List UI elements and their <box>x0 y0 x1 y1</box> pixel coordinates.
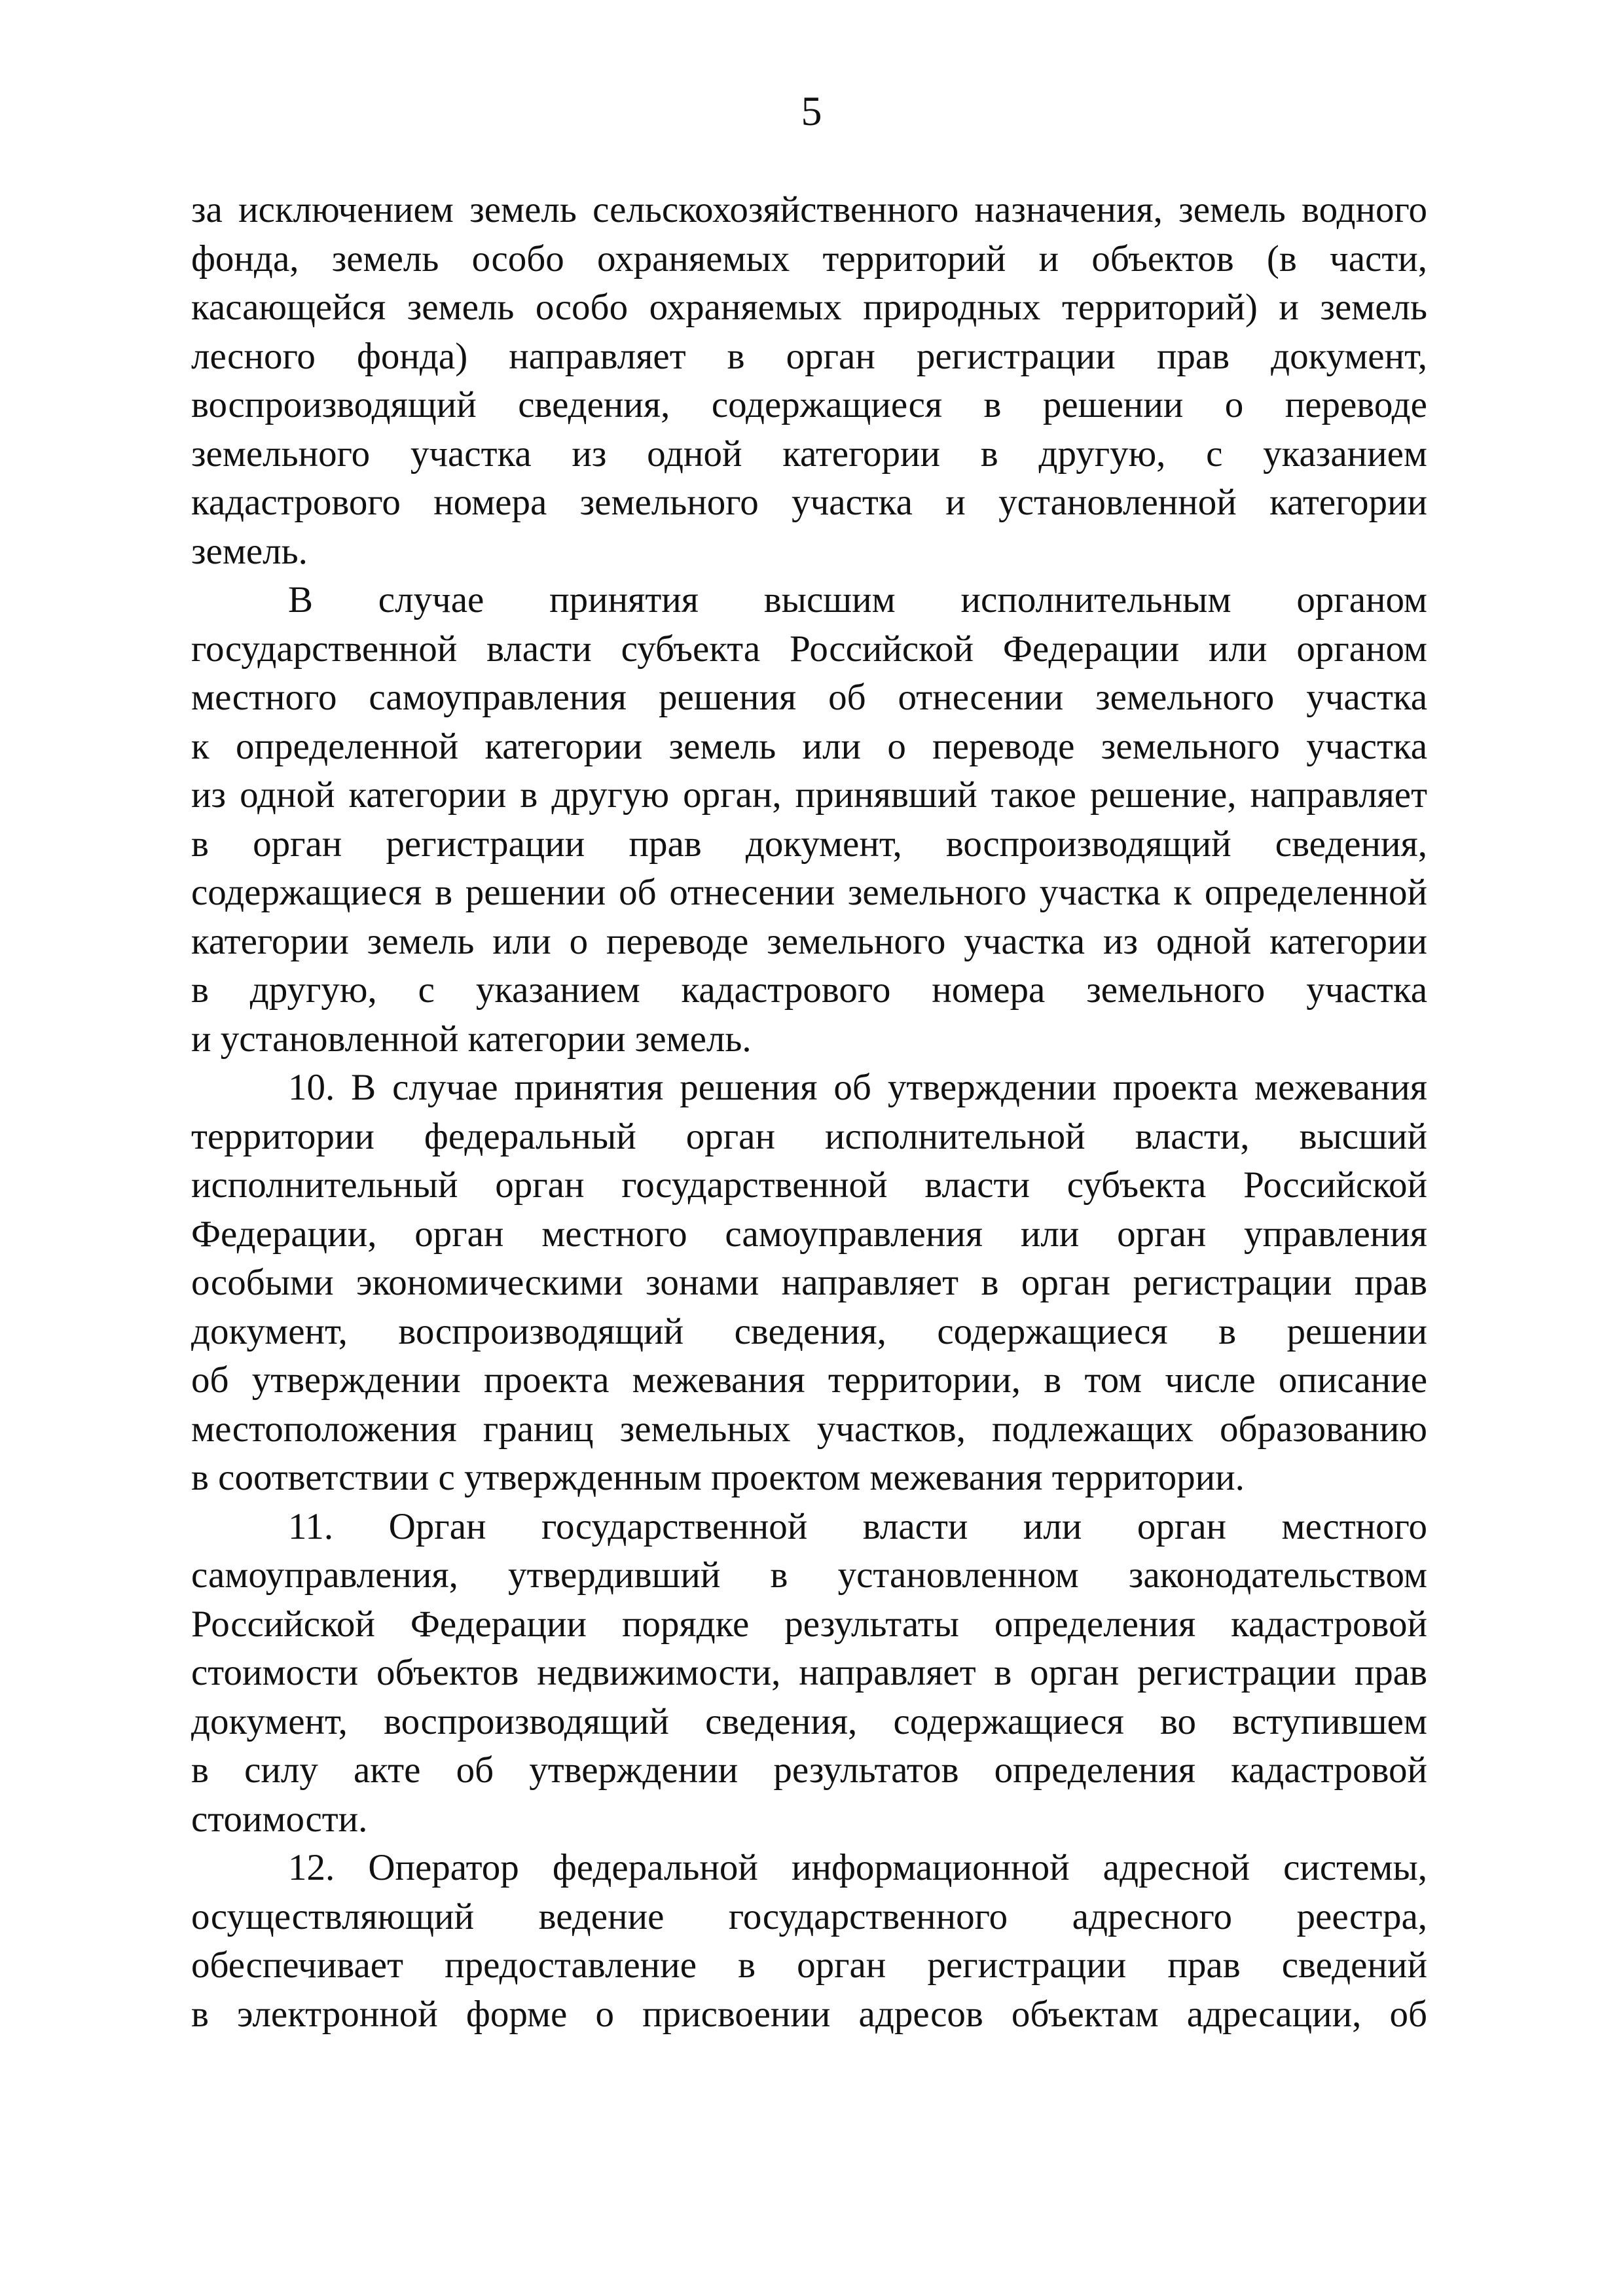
text-line: самоуправления, утвердивший в установленном законодательством <box>191 1554 1427 1596</box>
text-line: территории федеральный орган исполнительной власти, высший <box>191 1115 1427 1157</box>
text-line: земель. <box>191 530 308 572</box>
text-line: особыми экономическими зонами направляет в орган регистрации прав <box>191 1262 1427 1303</box>
text-line: к определенной категории земель или о переводе земельного участка <box>191 725 1427 767</box>
paragraph-p4 <box>191 1503 1427 1844</box>
text-line: документ, воспроизводящий сведения, содержащиеся в решении <box>191 1310 1427 1352</box>
text-line: 10. В случае принятия решения об утверждении проекта межевания <box>288 1067 1427 1108</box>
text-line: за исключением земель сельскохозяйственного назначения, земель водного <box>191 189 1427 230</box>
text-line: обеспечивает предоставление в орган регистрации прав сведений <box>191 1945 1427 1986</box>
text-line: осуществляющий ведение государственного адресного реестра, <box>191 1895 1427 1937</box>
text-line: В случае принятия высшим исполнительным органом <box>288 579 1427 620</box>
text-line: государственной власти субъекта Российской Федерации или органом <box>191 628 1427 670</box>
text-line: в другую, с указанием кадастрового номера земельного участка <box>191 969 1427 1011</box>
text-line: из одной категории в другую орган, принявший такое решение, направляет <box>191 774 1427 816</box>
text-line: исполнительный орган государственной власти субъекта Российской <box>191 1164 1427 1206</box>
text-line: Российской Федерации порядке результаты определения кадастровой <box>191 1603 1427 1645</box>
text-line: в орган регистрации прав документ, воспроизводящий сведения, <box>191 823 1427 865</box>
text-line: фонда, земель особо охраняемых территорий и объектов (в части, <box>191 238 1427 279</box>
paragraph-p3 <box>191 1064 1427 1503</box>
paragraph-p5 <box>191 1844 1427 2039</box>
text-line: воспроизводящий сведения, содержащиеся в решении о переводе <box>191 384 1427 425</box>
text-line: земельного участка из одной категории в другую, с указанием <box>191 433 1427 475</box>
text-line: об утверждении проекта межевания территории, в том числе описание <box>191 1359 1427 1401</box>
text-line: и установленной категории земель. <box>191 1018 752 1060</box>
text-line: в электронной форме о присвоении адресов объектам адресации, об <box>191 1993 1427 2035</box>
text-line: категории земель или о переводе земельного участка из одной категории <box>191 920 1427 962</box>
paragraph-p2 <box>191 576 1427 1064</box>
text-line: документ, воспроизводящий сведения, содержащиеся во вступившем <box>191 1700 1427 1742</box>
paragraph-p1 <box>191 186 1427 576</box>
text-line: местоположения границ земельных участков, подлежащих образованию <box>191 1408 1427 1450</box>
text-line: кадастрового номера земельного участка и установленной категории <box>191 482 1427 523</box>
text-line: в соответствии с утвержденным проектом межевания территории. <box>191 1457 1245 1498</box>
text-line: Федерации, орган местного самоуправления или орган управления <box>191 1213 1427 1255</box>
text-line: стоимости. <box>191 1798 368 1840</box>
text-line: 12. Оператор федеральной информационной адресной системы, <box>288 1847 1427 1888</box>
text-line: содержащиеся в решении об отнесении земельного участка к определенной <box>191 872 1427 913</box>
text-line: в силу акте об утверждении результатов определения кадастровой <box>191 1749 1427 1791</box>
text-line: 11. Орган государственной власти или орган местного <box>288 1505 1427 1547</box>
text-line: касающейся земель особо охраняемых природных территорий) и земель <box>191 287 1427 328</box>
text-line: лесного фонда) направляет в орган регистрации прав документ, <box>191 335 1427 377</box>
document-body <box>191 186 1427 2039</box>
page-number: 5 <box>801 88 822 134</box>
text-line: стоимости объектов недвижимости, направляет в орган регистрации прав <box>191 1652 1427 1693</box>
text-line: местного самоуправления решения об отнесении земельного участка <box>191 677 1427 718</box>
